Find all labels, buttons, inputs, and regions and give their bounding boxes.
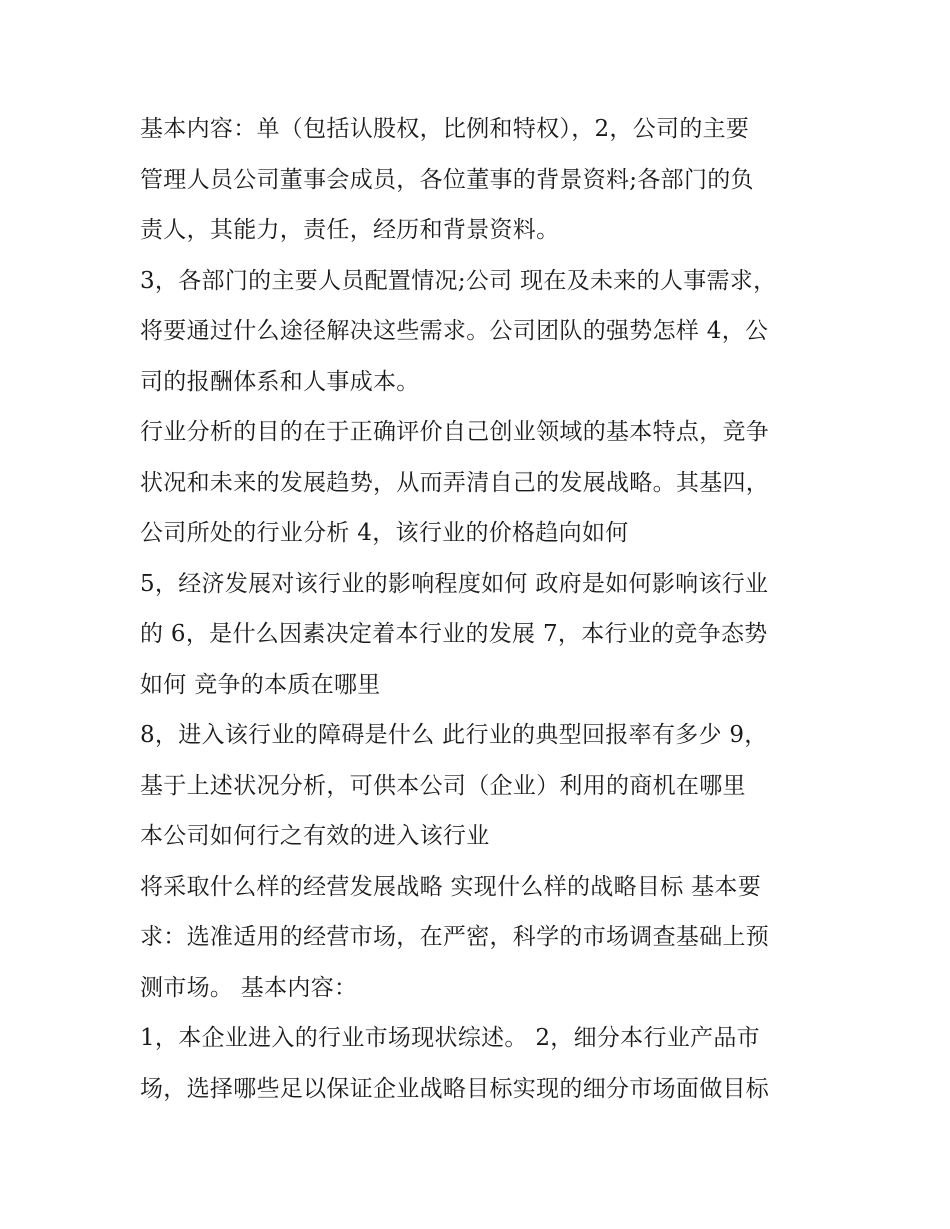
text-line: 5，经济发展对该行业的影响程度如何 政府是如何影响该行业 bbox=[140, 570, 769, 597]
text-line: 基本内容：单（包括认股权，比例和特权），2，公司的主要 bbox=[140, 116, 750, 142]
text-line: 状况和未来的发展趋势，从而弄清自己的发展战略。其基四， bbox=[140, 469, 770, 496]
document-body bbox=[140, 104, 820, 1114]
text-line: 如何 竞争的本质在哪里 bbox=[140, 671, 381, 698]
text-line: 8，进入该行业的障碍是什么 此行业的典型回报率有多少 9， bbox=[140, 722, 768, 748]
text-line: 本公司如何行之有效的进入该行业 bbox=[140, 823, 490, 849]
text-line: 求：选准适用的经营市场，在严密，科学的市场调查基础上预 bbox=[140, 924, 770, 950]
text-line: 1，本企业进入的行业市场现状综述。 2，细分本行业产品市 bbox=[140, 1025, 760, 1051]
text-line: 场，选择哪些足以保证企业战略目标实现的细分市场面做目标 bbox=[140, 1075, 770, 1102]
text-line: 将要通过什么途径解决这些需求。公司团队的强势怎样 4，公 bbox=[140, 318, 769, 344]
text-line: 管理人员公司董事会成员，各位董事的背景资料;各部门的负 bbox=[140, 166, 754, 193]
text-line: 行业分析的目的在于正确评价自己创业领域的基本特点，竞争 bbox=[140, 419, 770, 445]
text-line: 测市场。 基本内容： bbox=[140, 974, 358, 1001]
text-line: 基于上述状况分析，可供本公司（企业）利用的商机在哪里 bbox=[140, 772, 746, 799]
text-line: 3，各部门的主要人员配置情况;公司 现在及未来的人事需求， bbox=[140, 267, 777, 294]
text-line: 司的报酬体系和人事成本。 bbox=[140, 368, 420, 395]
text-line: 的 6，是什么因素决定着本行业的发展 7，本行业的竞争态势 bbox=[140, 621, 768, 647]
text-line: 公司所处的行业分析 4，该行业的价格趋向如何 bbox=[140, 520, 629, 546]
text-line: 将采取什么样的经营发展战略 实现什么样的战略目标 基本要 bbox=[140, 873, 762, 900]
text-line: 责人，其能力，责任，经历和背景资料。 bbox=[140, 217, 560, 243]
